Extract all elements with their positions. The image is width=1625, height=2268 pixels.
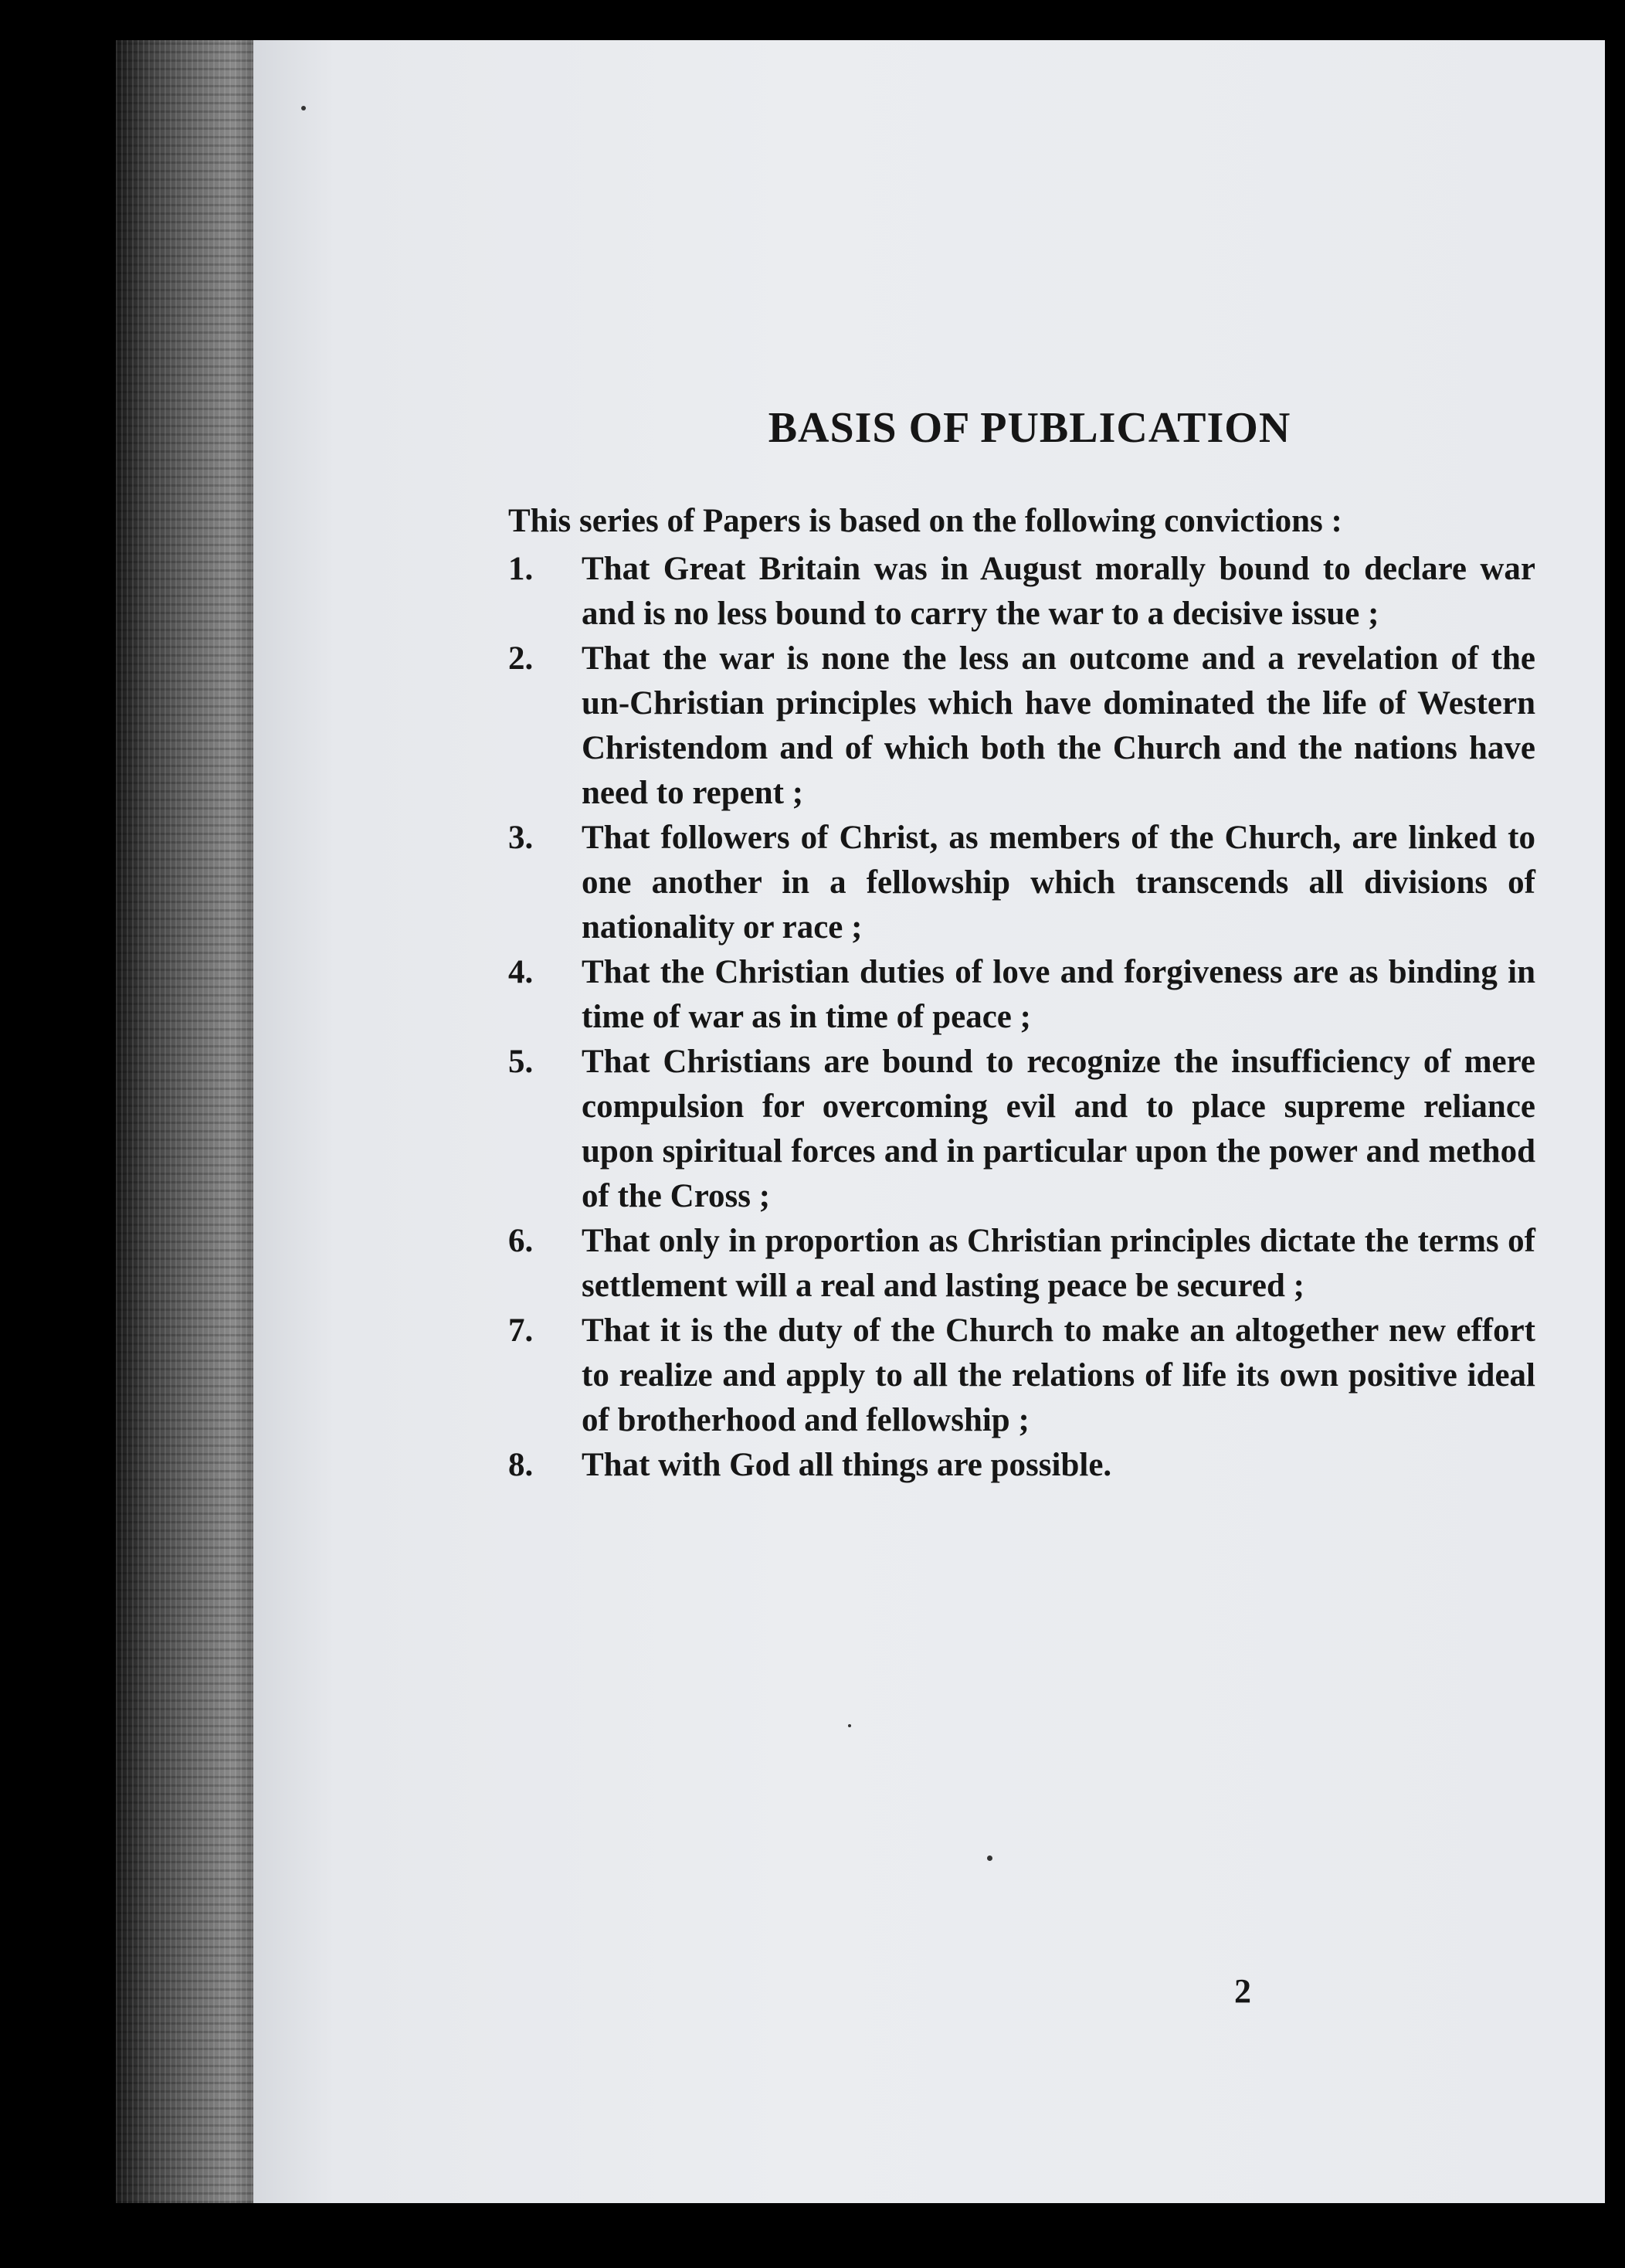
item-text: That Great Britain was in August morally bound to declare war and is no less bound to carry the war to a decisive issue ; [582, 551, 1535, 632]
item-number: 6. [508, 1223, 534, 1259]
item-number: 7. [508, 1312, 534, 1349]
item-number: 2. [508, 640, 534, 677]
list-item [508, 950, 1535, 1040]
list-item [508, 1219, 1535, 1309]
item-text: That it is the duty of the Church to make an altogether new effort to realize and apply to all the relations of life its own positive ideal of brotherhood and fellowship ; [582, 1312, 1535, 1438]
dust-speck [301, 106, 306, 110]
item-text: That Christians are bound to recognize the insufficiency of mere compulsion for overcoming evil and to place supreme reliance upon spiritual forces and in particular upon the power and method of the Cross ; [582, 1044, 1535, 1214]
list-item [508, 1443, 1535, 1488]
page-number: 2 [1234, 1972, 1251, 2010]
item-text: That only in proportion as Christian principles dictate the terms of settlement will a real and lasting peace be secured ; [582, 1223, 1535, 1304]
item-text: That the Christian duties of love and forgiveness are as binding in time of war as in time of peace ; [582, 954, 1535, 1035]
item-number: 8. [508, 1447, 534, 1483]
page-content [508, 403, 1535, 1488]
list-item [508, 637, 1535, 816]
item-text: That with God all things are possible. [582, 1447, 1112, 1483]
list-item [508, 816, 1535, 950]
item-number: 3. [508, 820, 534, 856]
item-text: That followers of Christ, as members of the Church, are linked to one another in a fellowship which transcends all divisions of nationality or race ; [582, 820, 1535, 946]
page-title: BASIS OF PUBLICATION [768, 404, 1291, 452]
item-number: 1. [508, 551, 534, 587]
intro-text: This series of Papers is based on the following convictions : [508, 503, 1342, 539]
list-item [508, 1040, 1535, 1219]
dust-speck [848, 1724, 851, 1727]
book-binding-edge [116, 40, 263, 2203]
item-number: 5. [508, 1044, 534, 1080]
convictions-list [508, 547, 1535, 1488]
list-item [508, 547, 1535, 637]
item-number: 4. [508, 954, 534, 990]
dust-speck [987, 1855, 992, 1861]
page [253, 40, 1605, 2203]
item-text: That the war is none the less an outcome and a revelation of the un-Christian principles which have dominated the life of Western Christendom and of which both the Church and the nations have need to repent ; [582, 640, 1535, 811]
list-item [508, 1309, 1535, 1443]
